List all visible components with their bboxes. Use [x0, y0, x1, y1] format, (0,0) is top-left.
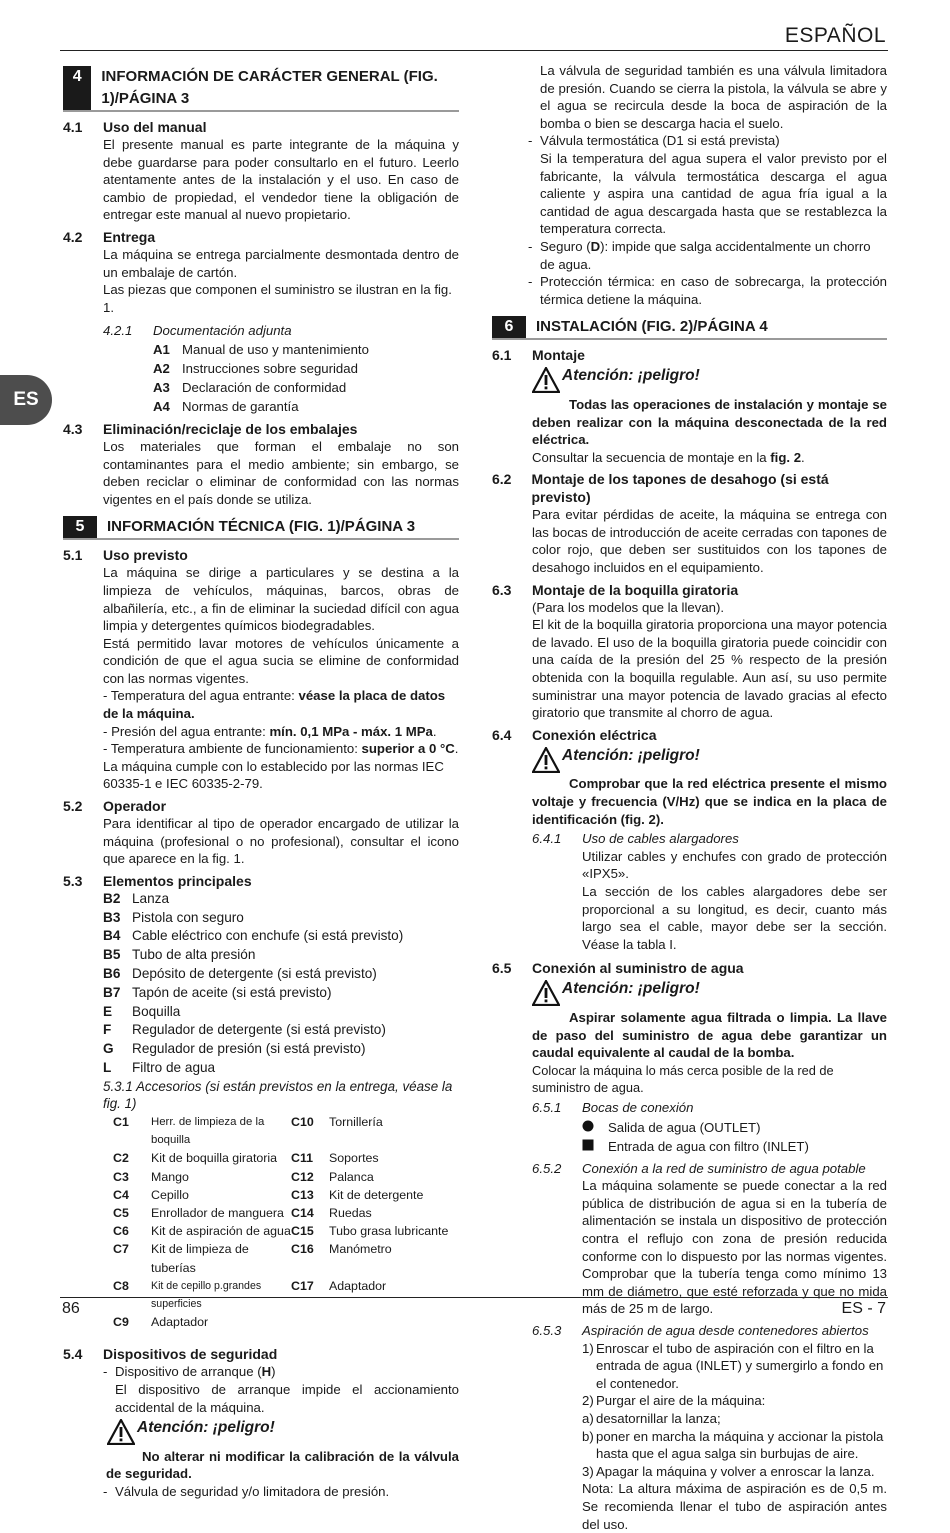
warning-block [492, 747, 887, 778]
list-item: B2 Lanza [103, 890, 170, 906]
list-item: E Boquilla [103, 1003, 181, 1019]
warning-heading: Atención: ¡peligro! [562, 367, 700, 385]
safety-item: - Seguro (D): impide que salga accidentalmente un chorro de agua. [528, 238, 871, 272]
warning-heading: Atención: ¡peligro! [137, 1419, 275, 1437]
warning-text: No alterar ni modificar la calibración de la válvula de seguridad. [106, 1448, 459, 1482]
subsection-6-4: 6.4 Conexión eléctrica [492, 726, 657, 743]
document-list [63, 340, 459, 416]
list-item: 3) Apagar la máquina y volver a enroscar la lanza. [582, 1463, 875, 1479]
paragraph: Consultar la secuencia de montaje en la fig. 2. [532, 449, 805, 465]
requirement-item: - Temperatura del agua entrante: véase la placa de datos de la máquina. [103, 688, 446, 722]
paragraph: La máquina solamente se puede conectar a la red pública de distribución de agua si en la tubería de alimentación se instala un dispositivo de protección contra el reflujo con zona de presión reducida conforme con lo dispuesto por las normas vigentes. Comprobar que la tubería tenga como mínimo 13 mm de diámetro, que esté reforzada y que no mida más de 25 m de largo. [582, 1178, 887, 1317]
outlet-item: Salida de agua (OUTLET) [492, 1119, 887, 1137]
list-item: 2) Purgar el aire de la máquina: [582, 1393, 766, 1409]
paragraph: Utilizar cables y enchufes con grado de protección «IPX5». [582, 848, 887, 882]
section-title: INSTALACIÓN (FIG. 2)/PÁGINA 4 [536, 318, 768, 336]
subsection-6-3: 6.3 Montaje de la boquilla giratoria [492, 581, 739, 598]
section-number: 4 [63, 66, 91, 110]
note: Nota: La altura máxima de aspiración es de 0,5 m. Se recomienda llenar el tubo de aspiración antes del uso. [582, 1481, 887, 1532]
inlet-item: Entrada de agua con filtro (INLET) [492, 1138, 887, 1156]
accessories-table: C1 Herr. de limpieza de la boquilla C10 Tornillería C2 Kit de boquilla giratoria C11 Soportes C3 Mango C12 Palanca C4 Cepillo C13 Kit de detergente C5 Enrollador de manguera C14 Ruedas C6 Kit de aspiración de agua C15 Tubo grasa lubricante C7 Kit de limpieza de tuberías C16 Manómetro C8 Kit de cepillo p.grandes superficies C17 Adaptador C9 Adaptador [113, 1114, 449, 1330]
list-item: F Regulador de detergente (si está previsto) [103, 1022, 386, 1038]
list-item: B4 Cable eléctrico con enchufe (si está previsto) [103, 928, 404, 944]
safety-item: - Protección térmica: en caso de sobrecarga, la protección térmica detiene la máquina. [528, 274, 887, 307]
subsection-6-5: 6.5 Conexión al suministro de agua [492, 960, 744, 977]
subsection-6-4-1: 6.4.1 Uso de cables alargadores [532, 831, 739, 847]
paragraph: La sección de los cables alargadores debe ser proporcional a su longitud, es decir, cuanto más largo sea el cable, mayor debe ser la sección. Véase la tabla I. [582, 883, 887, 952]
paragraph: Para evitar pérdidas de aceite, la máquina se entrega con las bocas de introducción de aceite cerradas con tapones de color rojo, que deben ser sustituidos con los tapones de desahogo incluidos en el equipamiento. [532, 507, 887, 576]
paragraph: El kit de la boquilla giratoria proporciona una mayor potencia de lavado. El uso de la boquilla giratoria puede coincidir con una caída de la presión del 25 % respecto de la presión obtenida con la boquilla regulable. Aun así, su uso permite suministrar una mayor potencia de lavado gracias al efecto giratorio que transmite al chorro de agua. [532, 617, 887, 721]
safety-item: - Dispositivo de arranque (H) [103, 1364, 276, 1380]
warning-block [63, 1419, 459, 1450]
subsection-5-2: 5.2 Operador [63, 798, 167, 815]
subsection-5-3-1: 5.3.1 Accesorios (si están previstos en la entrega, véase la fig. 1) [103, 1078, 453, 1112]
section-5-heading [63, 516, 459, 540]
paragraph: Si la temperatura del agua supera el valor previsto por el fabricante, la válvula termostática descarga el agua caliente y aspira una cantidad de agua fría igual a la cantidad de agua descargada hasta que se restablezca la temperatura correcta. [540, 150, 887, 237]
language-side-tab: ES [0, 375, 52, 425]
warning-triangle-icon [532, 747, 562, 778]
requirement-item: - Presión del agua entrante: mín. 0,1 MPa - máx. 1 MPa. [103, 723, 437, 739]
requirement-item: - Temperatura ambiente de funcionamiento: superior a 0 °C. [103, 741, 459, 757]
list-item: A2 Instrucciones sobre seguridad [153, 360, 358, 376]
list-item: a) desatornillar la lanza; [582, 1411, 721, 1426]
paragraph: El presente manual es parte integrante de la máquina y debe guardarse para poder consultarlo en el futuro. Leerlo atentamente antes de la instalación y el uso. En caso de cambio de propiedad, el vendedor tiene la obligación de entregar este manual al nuevo propietario. [103, 137, 459, 223]
subsection-4-2-1: 4.2.1 Documentación adjunta [103, 323, 292, 339]
steps-list [492, 1340, 887, 1533]
elements-list [63, 890, 459, 1078]
list-item: A3 Declaración de conformidad [153, 379, 347, 395]
page-number-right: ES - 7 [841, 1300, 886, 1317]
section-title: INFORMACIÓN DE CARÁCTER GENERAL (FIG. 1)/PÁGINA 3 [101, 68, 438, 107]
safety-item: - Válvula termostática (D1 si está prevista) [528, 133, 780, 149]
list-item: G Regulador de presión (si está previsto) [103, 1041, 366, 1057]
subsection-5-3: 5.3 Elementos principales [63, 872, 252, 889]
paragraph: Las piezas que componen el suministro se ilustran en la fig. 1. [103, 282, 452, 315]
warning-triangle-icon [107, 1419, 137, 1450]
subsection-4-1: 4.1 Uso del manual [63, 119, 207, 135]
subsection-4-2: 4.2 Entrega [63, 228, 156, 245]
subsection-6-1: 6.1 Montaje [492, 347, 585, 364]
list-item: 1) Enroscar el tubo de aspiración con el filtro en la entrada de agua (INLET) y sumergirlo a fondo en el contenedor. [582, 1340, 884, 1391]
list-item: A4 Normas de garantía [153, 398, 299, 414]
section-4-heading [63, 66, 459, 112]
paragraph: La válvula de seguridad también es una válvula limitadora de presión. Cuando se cierra la pistola, la válvula se abre y el agua se recircula desde la boca de aspiración de la bomba o bien se descarga hacia el suelo. [540, 63, 887, 131]
warning-text: Comprobar que la red eléctrica presente el mismo voltaje y frecuencia (V/Hz) que se indica en la placa de identificación (fig. 2). [532, 776, 887, 827]
paragraph: Colocar la máquina lo más cerca posible de la red de suministro de agua. [532, 1062, 834, 1096]
paragraph: La máquina cumple con lo establecido por las normas IEC 60335-1 e IEC 60335-2-79. [103, 758, 444, 792]
language-header: ESPAÑOL [784, 24, 886, 47]
list-item: B3 Pistola con seguro [103, 909, 244, 925]
left-column [63, 62, 459, 1501]
warning-triangle-icon [532, 980, 562, 1011]
warning-triangle-icon [532, 367, 562, 398]
subsection-6-5-1: 6.5.1 Bocas de conexión [532, 1099, 694, 1115]
paragraph: (Para los modelos que la llevan). [532, 599, 725, 615]
subsection-6-2: 6.2 Montaje de los tapones de desahogo (si está previsto) [492, 471, 829, 506]
list-item: B5 Tubo de alta presión [103, 947, 256, 963]
list-item: B6 Depósito de detergente (si está previsto) [103, 966, 377, 981]
section-number: 6 [492, 316, 526, 338]
page-number-left: 86 [62, 1300, 80, 1317]
subsection-6-5-3: 6.5.3 Aspiración de agua desde contenedores abiertos [532, 1323, 869, 1339]
warning-block [492, 980, 887, 1011]
section-number: 5 [63, 516, 97, 538]
paragraph: El dispositivo de arranque impide el accionamiento accidental de la máquina. [115, 1382, 459, 1415]
paragraph: Los materiales que forman el embalaje no son contaminantes para el medio ambiente; sin embargo, se deben reciclar o eliminar de conformidad con las normas vigentes en el país donde se utiliza. [103, 438, 459, 507]
warning-heading: Atención: ¡peligro! [562, 746, 700, 764]
paragraph: Para identificar al tipo de operador encargado de utilizar la máquina (profesional o no profesional), consultar el icono que aparece en la fig. 1. [103, 816, 459, 867]
filled-circle-icon [582, 1119, 608, 1137]
top-rule [60, 50, 888, 51]
warning-heading: Atención: ¡peligro! [562, 980, 700, 998]
section-6-heading [492, 316, 887, 340]
paragraph: La máquina se dirige a particulares y se destina a la limpieza de vehículos, máquinas, barcos, obras de albañilería, etc., a fin de eliminar la suciedad difícil con agua limpia y detergentes químicos biodegradables. [103, 565, 459, 634]
list-item: L Filtro de agua [103, 1059, 216, 1075]
section-title: INFORMACIÓN TÉCNICA (FIG. 1)/PÁGINA 3 [107, 518, 416, 536]
subsection-5-4: 5.4 Dispositivos de seguridad [63, 1346, 278, 1363]
subsection-5-1: 5.1 Uso previsto [63, 547, 188, 564]
paragraph: Está permitido lavar motores de vehículos únicamente a condición de que el agua sucia se elimine de conformidad con las normas vigentes. [103, 635, 459, 686]
filled-square-icon [582, 1138, 608, 1156]
list-item: A1 Manual de uso y mantenimiento [153, 341, 369, 357]
bottom-rule [60, 1297, 888, 1298]
warning-text: Todas las operaciones de instalación y montaje se deben realizar con la máquina desconectada de la red eléctrica. [532, 396, 887, 448]
subsection-4-3: 4.3 Eliminación/reciclaje de los embalajes [63, 420, 358, 437]
safety-item: - Válvula de seguridad y/o limitadora de presión. [103, 1483, 390, 1499]
subsection-6-5-2: 6.5.2 Conexión a la red de suministro de agua potable [532, 1160, 866, 1176]
paragraph: La máquina se entrega parcialmente desmontada dentro de un embalaje de cartón. [103, 246, 459, 280]
warning-block [492, 367, 887, 398]
list-item: B7 Tapón de aceite (si está previsto) [103, 984, 332, 1000]
warning-text: Aspirar solamente agua filtrada o limpia. La llave de paso del suministro de agua debe garantizar un caudal equivalente al caudal de la bomba. [532, 1009, 887, 1061]
right-column [492, 62, 887, 1533]
list-item: b) poner en marcha la máquina y accionar la pistola hasta que el agua salga sin burbujas de aire. [582, 1428, 884, 1462]
